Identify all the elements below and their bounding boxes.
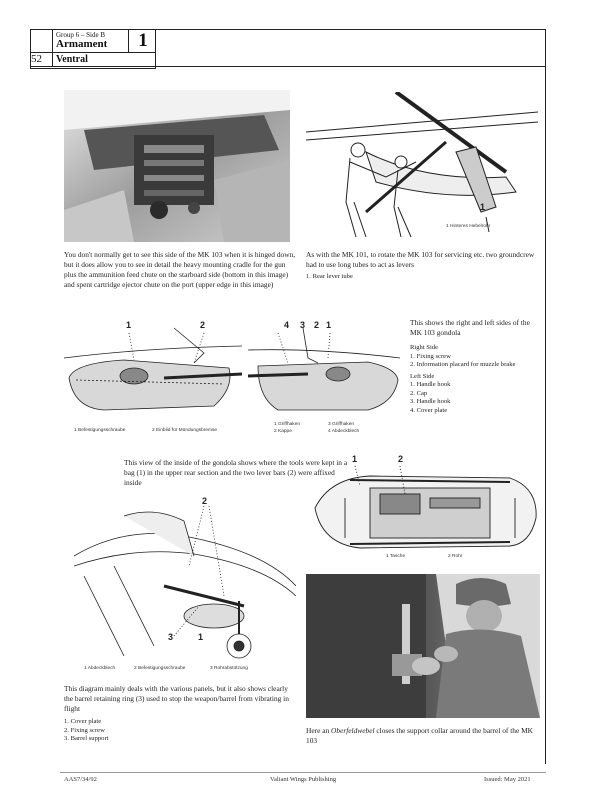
page-number: 52 bbox=[31, 53, 42, 65]
gondola-left-num-1: 1 bbox=[326, 320, 332, 330]
footer-center: Valiant Wings Publishing bbox=[270, 776, 337, 783]
drawing-groundcrew-levers bbox=[306, 92, 538, 240]
panels-num-2: 2 bbox=[202, 496, 208, 506]
drawing-gondola-left bbox=[248, 318, 400, 446]
section-title: Armament bbox=[56, 38, 108, 50]
left-side-item-1: 1. Handle hook bbox=[410, 381, 451, 388]
drawing-gondola-right bbox=[64, 318, 242, 438]
panels-num-3: 3 bbox=[168, 632, 174, 642]
header-rule-full bbox=[30, 66, 545, 67]
footer-left: AAS7/34/92 bbox=[64, 776, 97, 783]
photo-mk103-hinged bbox=[64, 90, 290, 242]
page-border-top bbox=[156, 29, 546, 30]
right-side-item-1: 1. Fixing screw bbox=[410, 352, 451, 360]
footer-rule bbox=[60, 772, 546, 773]
gondola-left-label-4: 4 Abdeckblech bbox=[328, 429, 360, 434]
section-number: 1 bbox=[128, 30, 157, 52]
gondola-left-num-3: 3 bbox=[300, 320, 306, 330]
left-side-title: Left Side bbox=[410, 372, 435, 380]
panels-item-2: 2. Fixing screw bbox=[64, 726, 105, 734]
panels-num-1: 1 bbox=[198, 632, 204, 642]
gondola-left-num-4: 4 bbox=[284, 320, 290, 330]
caption-panels-text: This diagram mainly deals with the various panels, but it also shows clearly the barrel retaining ring (3) used to stop the weapon/barrel from vibrating in flight bbox=[64, 684, 289, 713]
panels-label-3: 3 Rohrabstützung bbox=[210, 666, 248, 671]
photo-oberfeldwebel bbox=[306, 574, 540, 718]
drawing1-label: 1 Hinteres Hebelrohr bbox=[446, 224, 491, 229]
caption-drawing1-text: As with the MK 101, to rotate the MK 103 for servicing etc. two groundcrew had to use long tubes to act as levers bbox=[306, 250, 535, 269]
left-side-item-2: 2. Cap bbox=[410, 389, 428, 397]
inside-num-2: 2 bbox=[398, 454, 404, 464]
inside-label-2: 2 Rohr bbox=[448, 554, 463, 559]
caption-photo2-pre: Here an bbox=[306, 726, 332, 735]
caption-drawing1-item-1: 1. Rear lever tube bbox=[306, 273, 353, 280]
drawing1-num-1: 1 bbox=[480, 202, 486, 212]
caption-drawing1 bbox=[306, 250, 542, 282]
inside-num-1: 1 bbox=[352, 454, 358, 464]
gondola-right-num-2: 2 bbox=[200, 320, 206, 330]
gondola-left-label-1: 1 Griffhaken bbox=[274, 422, 301, 427]
subsection-title: Ventral bbox=[56, 54, 88, 65]
panels-label-2: 2 Befestigungsschraube bbox=[134, 666, 186, 671]
header-divider bbox=[52, 29, 53, 67]
drawing-gondola-inside bbox=[310, 454, 540, 566]
right-side-item-2: 2. Information placard for muzzle brake bbox=[410, 361, 516, 368]
group-label: Group 6 – Side B bbox=[56, 31, 105, 39]
gondola-right-num-1: 1 bbox=[126, 320, 132, 330]
caption-panels bbox=[64, 684, 296, 744]
inside-label-1: 1 Tasche bbox=[386, 554, 406, 559]
footer-right: Issued: May 2021 bbox=[484, 776, 531, 783]
gondola-right-label-1: 1 Befestigungsschraube bbox=[74, 428, 126, 433]
right-side-title: Right Side bbox=[410, 344, 439, 351]
gondola-right-label-2: 2 Einblid für Mündungsbremse bbox=[152, 428, 218, 433]
caption-photo2 bbox=[306, 726, 542, 746]
gondola-left-num-2: 2 bbox=[314, 320, 320, 330]
page-border-right bbox=[545, 29, 546, 764]
drawing-aircraft-panels bbox=[64, 496, 296, 676]
caption-photo2-italic: Oberfeldwebel bbox=[331, 726, 375, 735]
caption-photo2-post: closes the support collar around the barrel of the MK 103 bbox=[306, 726, 533, 745]
left-side-item-3: 3. Handle hook bbox=[410, 398, 451, 405]
caption-inside: This view of the inside of the gondola shows where the tools were kept in a bag (1) in the upper rear section and the two lever bars (2) were affixed inside bbox=[124, 458, 348, 487]
caption-gondola-title: This shows the right and left sides of the MK 103 gondola bbox=[410, 318, 530, 337]
caption-gondola bbox=[410, 318, 540, 415]
panels-label-1: 1 Abdeckblech bbox=[84, 666, 116, 671]
gondola-left-label-2: 2 Kappe bbox=[274, 429, 292, 434]
panels-item-1: 1. Cover plate bbox=[64, 718, 102, 725]
gondola-left-label-3: 3 Griffhaken bbox=[328, 422, 355, 427]
panels-item-3: 3. Barrel support bbox=[64, 735, 109, 742]
left-side-item-4: 4. Cover plate bbox=[410, 406, 448, 414]
caption-photo1: You don't normally get to see this side of the MK 103 when it is hinged down, but it does allow you to see in detail the heavy mounting cradle for the gun plus the ammunition feed chute on the starboard side (bottom in this image) and spent cartridge ejector chute on the port (upper edge in this image) bbox=[64, 250, 296, 289]
